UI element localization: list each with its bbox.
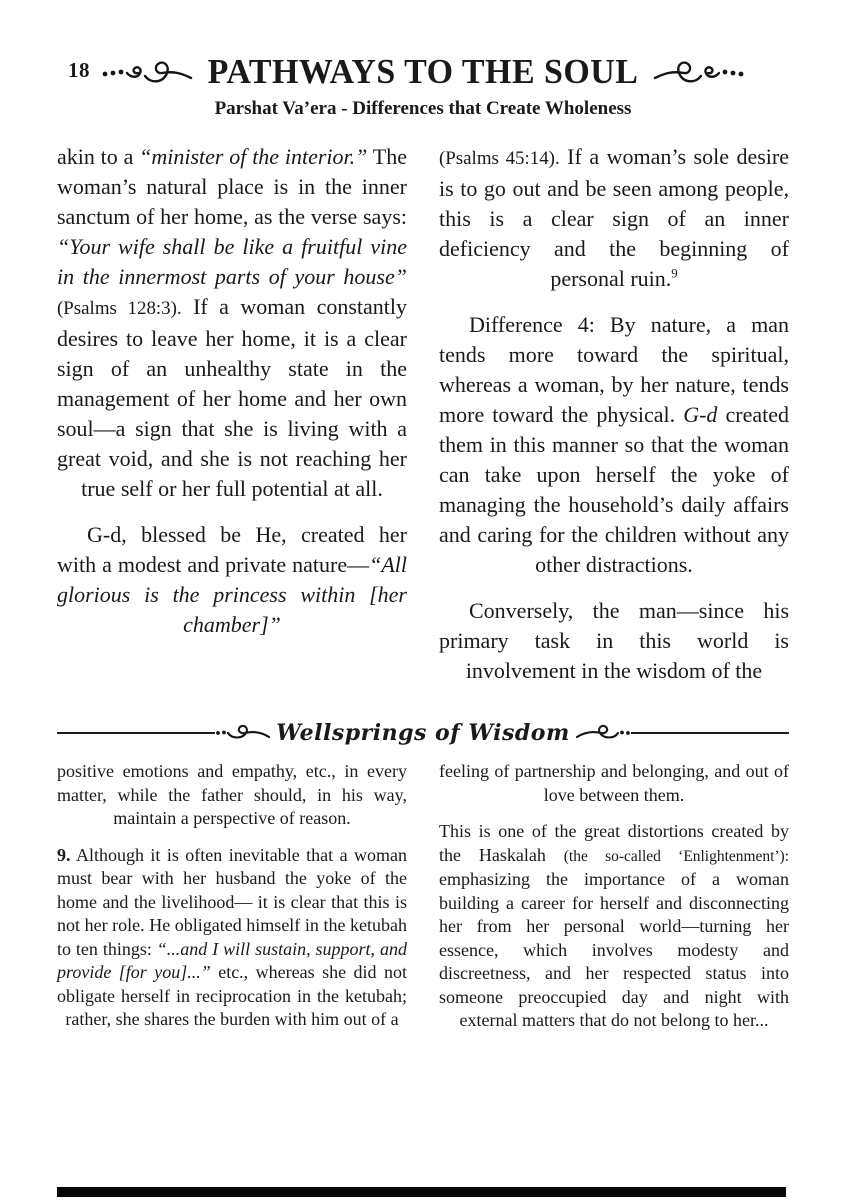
text-run: (Psalms 45:14). xyxy=(439,148,560,169)
text-run: Difference 4: By nature, a man tends more toward the spiritual, whereas a woman, by her nature, tends more toward the physical. xyxy=(439,312,789,427)
text-run: “minister of the interior.” xyxy=(139,144,368,169)
scroll-flourish-left-icon xyxy=(215,724,271,742)
wellsprings-divider xyxy=(57,718,789,748)
text-run: feeling of partnership and belonging, and out of love between them. xyxy=(439,761,789,805)
text-run: akin to a xyxy=(57,144,140,169)
paragraph xyxy=(439,820,789,1033)
scroll-flourish-right-icon xyxy=(575,724,631,742)
text-run: 9. xyxy=(57,844,71,865)
paragraph xyxy=(439,310,789,580)
text-run: The woman’s natural place is in the inner sanctum of her home, as the verse says: xyxy=(57,144,407,229)
title-row xyxy=(0,50,846,94)
text-run: (the so-called ‘Enlightenment’): xyxy=(563,847,789,865)
text-run: positive emotions and empathy, etc., in every matter, while the father should, in his way, maintain a perspective of reason. xyxy=(57,761,407,828)
page-header xyxy=(0,0,846,120)
main-text xyxy=(0,142,846,702)
text-run: Conversely, the man—since his primary task in this world is involvement in the wisdom of the xyxy=(439,598,789,683)
text-run: G-d xyxy=(683,402,718,427)
text-run: created them in this manner so that the woman can take upon herself the yoke of managing the household’s daily affairs and caring for the children without any other distractions. xyxy=(439,402,789,577)
paragraph xyxy=(57,520,407,640)
main-left-column xyxy=(57,142,407,702)
scroll-flourish-left-icon xyxy=(101,59,193,85)
chapter-subtitle: Parshat Va’era - Differences that Create Wholeness xyxy=(214,98,632,119)
text-run: “Your wife shall be like a fruitful vine in the innermost parts of your house” xyxy=(57,234,407,289)
paragraph xyxy=(439,760,789,807)
divider-rule-right xyxy=(631,732,789,735)
text-run: If a woman’s sole desire is to go out and be seen among people, this is a clear sign of an inner deficiency and the beginning of personal ruin. xyxy=(439,144,789,291)
text-run: etc., whereas she did not obligate herself in reciprocation in the ketubah; rather, she shares the burden with him out of a xyxy=(57,962,407,1029)
text-run: 9 xyxy=(671,266,678,281)
text-run: emphasizing the importance of a woman building a career for herself and disconnecting her from her personal world—turning her essence, which involves modesty and discreetness, and her respected status into someone preoccupied day and night with external matters that do not belong to her... xyxy=(439,869,789,1030)
footnote-right-column xyxy=(439,760,789,1046)
paragraph xyxy=(57,760,407,831)
text-run: This is one of the great distortions created by the Haskalah xyxy=(439,821,789,865)
text-run: (Psalms 128:3). xyxy=(57,298,182,319)
paragraph xyxy=(57,142,407,504)
text-run: If a woman constantly desires to leave her home, it is a clear sign of an unhealthy state in the management of her home and her own soul—a sign that she is living with a great void, and she is not reaching her true self or her full potential at all. xyxy=(57,294,407,501)
page-title: PATHWAYS TO THE SOUL xyxy=(207,52,639,91)
scan-edge-bar xyxy=(57,1187,786,1197)
text-run: “All glorious is the princess within [her chamber]” xyxy=(57,552,407,637)
main-right-column xyxy=(439,142,789,702)
footnote-left-column xyxy=(57,760,407,1046)
divider-label: Wellsprings of Wisdom xyxy=(276,720,570,746)
scroll-flourish-right-icon xyxy=(653,59,745,85)
paragraph xyxy=(439,142,789,294)
divider-rule-left xyxy=(57,732,215,735)
footnotes-section xyxy=(0,760,846,1046)
paragraph xyxy=(57,844,407,1032)
paragraph xyxy=(439,596,789,686)
text-run: “...and I will sustain, support, and provide [for you]...” xyxy=(57,938,407,982)
page-number: 18 xyxy=(68,58,90,82)
text-run: Although it is often inevitable that a woman must bear with her husband the yoke of the home and the livelihood— it is clear that this is not her role. He obligated himself in the ketubah to ten things: xyxy=(57,844,407,959)
text-run: G-d, blessed be He, created her with a modest and private nature— xyxy=(57,522,407,577)
